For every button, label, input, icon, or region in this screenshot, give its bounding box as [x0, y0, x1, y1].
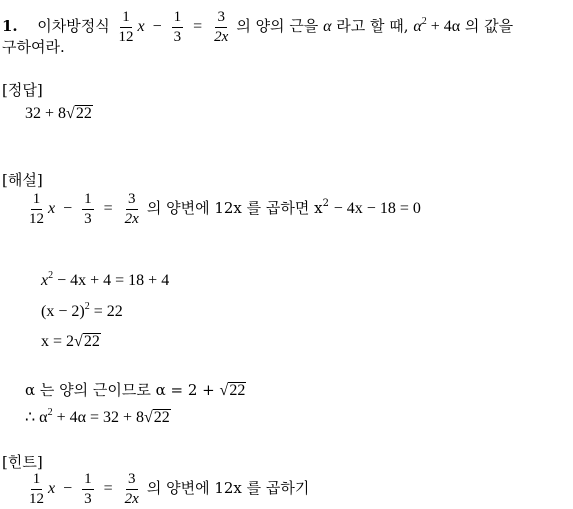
problem-line-2: 구하여라.: [2, 38, 65, 56]
sqrt-symbol: √22: [144, 409, 170, 426]
solution-step-1: $\frac{1}{12}$ x − $\frac{1}{3}$ = $\frac{3}{2x}$ 의 양변에 12x 를 곱하면 $x^2 - 4x - 18 = 0$: [29, 191, 421, 227]
fraction-1-3: $\frac{1}{3}$: [173, 9, 182, 45]
fraction-1-12: $\frac{1}{12}$: [29, 191, 44, 227]
problem-equation: $\frac{1}{12}$ x − $\frac{1}{3}$ = $\frac{3}{2x}$: [118, 9, 229, 45]
problem-intro: 이차방정식: [37, 17, 110, 36]
solution-conclusion-2: ∴ $\alpha^2 + 4\alpha = 32 + 8√22$: [25, 407, 170, 426]
problem-number: 1.: [2, 17, 18, 36]
solution-conclusion-1: α 는 양의 근이므로 α = 2 + √22: [25, 381, 246, 399]
fraction-3-2x: $\frac{3}{2x}$: [124, 471, 139, 507]
fraction-3-2x: $\frac{3}{2x}$: [214, 9, 229, 45]
answer-value: 32 + 8√22: [25, 105, 92, 122]
answer-label: [정답]: [2, 81, 43, 99]
problem-line-1: [2, 10, 513, 45]
hint-label: [힌트]: [2, 453, 43, 471]
problem-expression: $\alpha^2 + 4\alpha$: [413, 16, 461, 36]
sqrt-symbol: √22: [74, 333, 100, 350]
problem-tail-text: 의 값을: [464, 17, 514, 36]
solution-line-b: $(x - 2)^2 = 22$: [41, 301, 123, 320]
fraction-1-3: $\frac{1}{3}$: [84, 191, 92, 227]
problem-mid-text-2: 라고 할 때,: [336, 17, 409, 36]
problem-mid-text: 의 양의 근을: [236, 17, 319, 36]
alpha-symbol: α: [323, 18, 332, 36]
fraction-1-12: $\frac{1}{12}$: [29, 471, 44, 507]
solution-line-a: $x^2 - 4x + 4 = 18 + 4$: [41, 270, 170, 289]
solution-line-c: x = 2√22: [41, 333, 100, 350]
fraction-1-3: $\frac{1}{3}$: [84, 471, 92, 507]
solution-label: [해설]: [2, 171, 43, 189]
sqrt-symbol: √22: [219, 382, 246, 399]
fraction-1-12: $\frac{1}{12}$: [118, 9, 134, 45]
hint-text: $\frac{1}{12}$ x − $\frac{1}{3}$ = $\frac{3}{2x}$ 의 양변에 12x 를 곱하기: [29, 471, 310, 507]
fraction-3-2x: $\frac{3}{2x}$: [124, 191, 139, 227]
sqrt-symbol: √22: [66, 105, 92, 122]
